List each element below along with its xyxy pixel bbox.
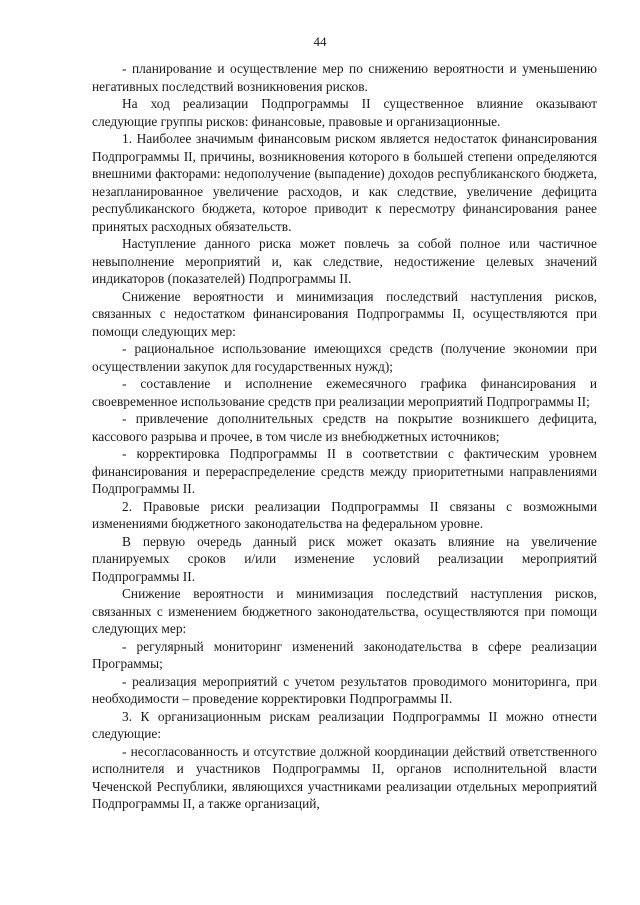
paragraph: Снижение вероятности и минимизация последствий наступления рисков, связанных с изменением бюджетного законодательства, осуществляются при помощи следующих мер: xyxy=(92,586,597,636)
paragraph: - реализация мероприятий с учетом результатов проводимого мониторинга, при необходимости – проведение корректировки Подпрограммы II. xyxy=(92,673,597,706)
paragraph: - корректировка Подпрограммы II в соответствии с фактическим уровнем финансирования и перераспределение средств между приоритетными направлениями Подпрограммы II. xyxy=(92,446,597,496)
page-number: 44 xyxy=(313,34,327,49)
paragraph: - составление и исполнение ежемесячного графика финансирования и своевременное использование средств при реализации мероприятий Подпрограммы II; xyxy=(92,376,597,409)
paragraph: - планирование и осуществление мер по снижению вероятности и уменьшению негативных последствий возникновения рисков. xyxy=(92,61,597,94)
paragraph: Наступление данного риска может повлечь за собой полное или частичное невыполнение мероприятий и, как следствие, недостижение целевых значений индикаторов (показателей) Подпрограммы II. xyxy=(92,236,597,286)
paragraph: На ход реализации Подпрограммы II существенное влияние оказывают следующие группы рисков: финансовые, правовые и организационные. xyxy=(92,96,597,129)
paragraph: 2. Правовые риски реализации Подпрограммы II связаны с возможными изменениями бюджетного законодательства на федеральном уровне. xyxy=(92,498,597,531)
paragraph: - несогласованность и отсутствие должной координации действий ответственного исполнителя и участников Подпрограммы II, органов исполнительной власти Чеченской Республики, являющихся участниками реализации отдельных мероприятий Подпрограммы II, а также организаций, xyxy=(92,743,597,811)
paragraph: В первую очередь данный риск может оказать влияние на увеличение планируемых сроков и/или изменение условий реализации мероприятий Подпрограммы II. xyxy=(92,533,597,584)
paragraph: - привлечение дополнительных средств на покрытие возникшего дефицита, кассового разрыва и прочее, в том числе из внебюджетных источников; xyxy=(92,411,597,444)
paragraph: - рациональное использование имеющихся средств (получение экономии при осуществлении закупок для государственных нужд); xyxy=(92,341,597,374)
paragraph: Снижение вероятности и минимизация последствий наступления рисков, связанных с недостатком финансирования Подпрограммы II, осуществляются при помощи следующих мер: xyxy=(92,288,597,339)
paragraph: 3. К организационным рискам реализации Подпрограммы II можно отнести следующие: xyxy=(92,708,597,741)
paragraph: 1. Наиболее значимым финансовым риском является недостаток финансирования Подпрограммы II, причины, возникновения которого в большей степени определяются внешними факторами: недополучение (выпадение) доходов республиканского бюджета, незапланированное увеличение расходов, и как следствие, увеличение дефицита республиканского бюджета, которое приводит к пересмотру финансирования ранее принятых расходных обязательств. xyxy=(92,131,597,234)
paragraph: - регулярный мониторинг изменений законодательства в сфере реализации Программы; xyxy=(92,638,597,671)
page-body xyxy=(92,60,597,813)
